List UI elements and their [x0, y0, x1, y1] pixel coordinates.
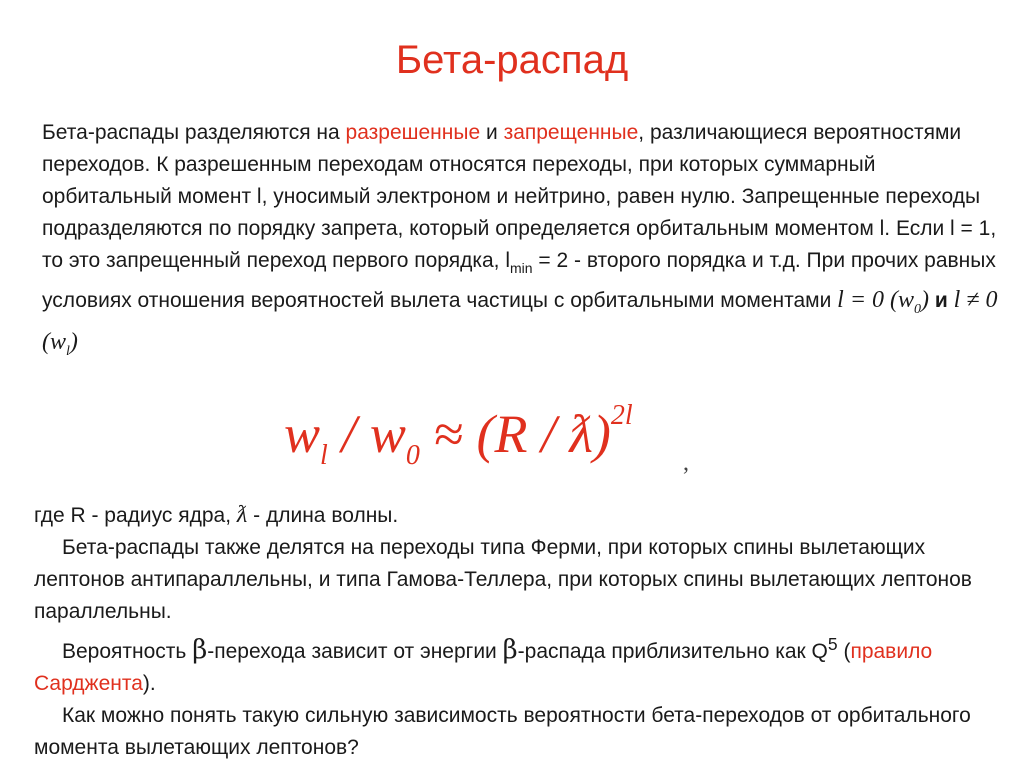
intro-text-1: Бета-распады разделяются на [42, 121, 346, 144]
beta-symbol-2: β [502, 635, 518, 665]
l-zero-expression: l = 0 [837, 287, 885, 313]
power-five: 5 [827, 634, 838, 654]
prob-text-a: Вероятность [62, 640, 193, 663]
definition-text: где R - радиус ядра, [34, 504, 237, 527]
formula-zero-sub: 0 [405, 440, 420, 471]
definition-text-end: - длина волны. [247, 504, 399, 527]
fermi-paragraph: Бета-распады также делятся на переходы типа Ферми, при которых спины вылетающих лептонов антипараллельны, и типа Гамова-Теллера, при которых спины вылетающих лептонов параллельны. [34, 536, 972, 623]
formula-mid: / w [327, 404, 406, 464]
formula-l-sub: l [320, 440, 328, 471]
question-paragraph: Как можно понять такую сильную зависимость вероятности бета-переходов от орбитального момента вылетающих лептонов? [34, 704, 971, 759]
prob-text-e: ). [142, 672, 156, 695]
formula-w: w [284, 404, 321, 464]
w0-close: ) [921, 287, 930, 313]
allowed-term: разрешенные [345, 121, 481, 144]
prob-text-d: ( [837, 640, 851, 663]
probability-ratio-formula [284, 400, 633, 472]
l-min-subscript: min [510, 260, 533, 276]
wl-subscript: l [66, 344, 70, 359]
formula-rest: ≈ (R / ƛ) [419, 404, 611, 464]
intro-text-4: = 2 - второго порядка и т.д. При прочих равных условиях отношения вероятностей вылета частицы с орбитальными моментами [42, 249, 996, 312]
forbidden-term: запрещенные [503, 121, 639, 144]
and-word: и [929, 289, 954, 312]
explanation-block [34, 499, 994, 764]
wl-open: (w [42, 329, 66, 355]
wl-close: ) [69, 329, 78, 355]
w0-subscript: 0 [914, 302, 922, 317]
intro-paragraph [42, 117, 1002, 368]
intro-text-3: , различающиеся вероятностями переходов. К разрешенным переходам относятся переходы, при которых суммарный орбитальный момент l, уносимый электроном и нейтрино, равен нулю. Запрещенные переходы подразделяются по порядку запрета, который определяется орбитальным моментом l. Если l = 1, то это запрещенный переход первого порядка, l [42, 121, 997, 272]
definition-line [34, 499, 994, 532]
prob-text-b: -перехода зависит от энергии [207, 640, 503, 663]
beta-symbol-1: β [192, 635, 208, 665]
formula-comma: , [683, 450, 689, 476]
prob-text-c: -распада приблизительно как Q [517, 640, 828, 663]
w0-open: (w [884, 287, 915, 313]
sargent-rule: правило Сарджента [34, 640, 933, 695]
page-title: Бета-распад [395, 38, 629, 82]
lambda-symbol: ƛ [236, 502, 248, 528]
formula-exponent: 2l [610, 400, 633, 431]
intro-text-2: и [480, 121, 504, 144]
probability-paragraph [34, 628, 994, 700]
l-nonzero-expression: l ≠ 0 [953, 287, 998, 313]
